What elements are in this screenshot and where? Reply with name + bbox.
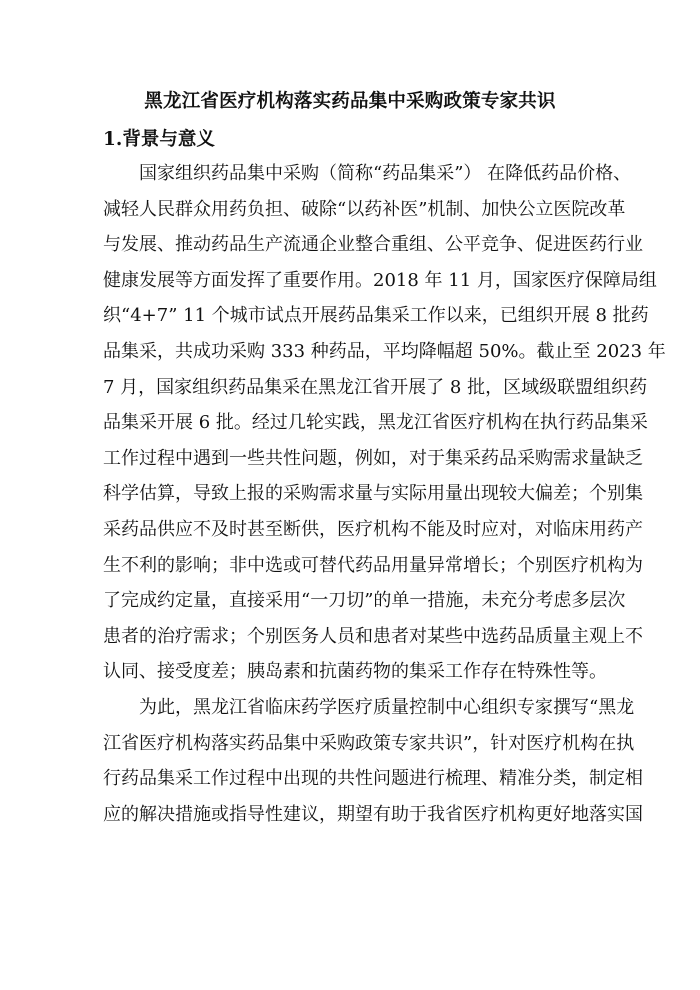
paragraph-line: 应的解决措施或指导性建议，期望有助于我省医疗机构更好地落实国 (103, 803, 643, 825)
paragraph-background (103, 156, 666, 690)
paragraph-line: 为此，黑龙江省临床药学医疗质量控制中心组织专家撰写“黑龙 (139, 696, 635, 718)
paragraph-line: 江省医疗机构落实药品集中采购政策专家共识”，针对医疗机构在执 (103, 732, 635, 754)
section-heading: 1.背景与意义 (103, 129, 215, 150)
paragraph-line: 减轻人民群众用药负担、破除“以药补医”机制、加快公立医院改革 (103, 198, 626, 220)
paragraph-line: 采药品供应不及时甚至断供，医疗机构不能及时应对，对临床用药产 (103, 518, 643, 540)
paragraph-purpose (103, 690, 643, 832)
paragraph-line: 行药品集采工作过程中出现的共性问题进行梳理、精准分类，制定相 (103, 768, 643, 790)
paragraph-line: 品集采，共成功采购 333 种药品，平均降幅超 50%。截止至 2023 年 (103, 340, 666, 362)
paragraph-line: 生不利的影响；非中选或可替代药品用量异常增长；个别医疗机构为 (103, 554, 643, 576)
paragraph-line: 织“4+7” 11 个城市试点开展药品集采工作以来，已组织开展 8 批药 (103, 305, 649, 327)
paragraph-line: 7 月，国家组织药品集采在黑龙江省开展了 8 批，区域级联盟组织药 (103, 376, 648, 398)
paragraph-line: 健康发展等方面发挥了重要作用。2018 年 11 月，国家医疗保障局组 (103, 269, 657, 291)
paragraph-line: 国家组织药品集中采购（简称“药品集采”） 在降低药品价格、 (139, 163, 632, 184)
paragraph-line: 工作过程中遇到一些共性问题，例如，对于集采药品采购需求量缺乏 (103, 447, 643, 469)
paragraph-line: 与发展、推动药品生产流通企业整合重组、公平竞争、促进医药行业 (103, 234, 643, 256)
paragraph-line: 科学估算，导致上报的采购需求量与实际用量出现较大偏差；个别集 (103, 483, 643, 505)
document-body (103, 156, 666, 832)
paragraph-line: 认同、接受度差；胰岛素和抗菌药物的集采工作存在特殊性等。 (103, 661, 607, 683)
document-title: 黑龙江省医疗机构落实药品集中采购政策专家共识 (144, 91, 556, 112)
paragraph-line: 了完成约定量，直接采用“一刀切”的单一措施，未充分考虑多层次 (103, 590, 626, 612)
paragraph-line: 患者的治疗需求；个别医务人员和患者对某些中选药品质量主观上不 (103, 625, 643, 647)
paragraph-line: 品集采开展 6 批。经过几轮实践，黑龙江省医疗机构在执行药品集采 (103, 412, 648, 434)
